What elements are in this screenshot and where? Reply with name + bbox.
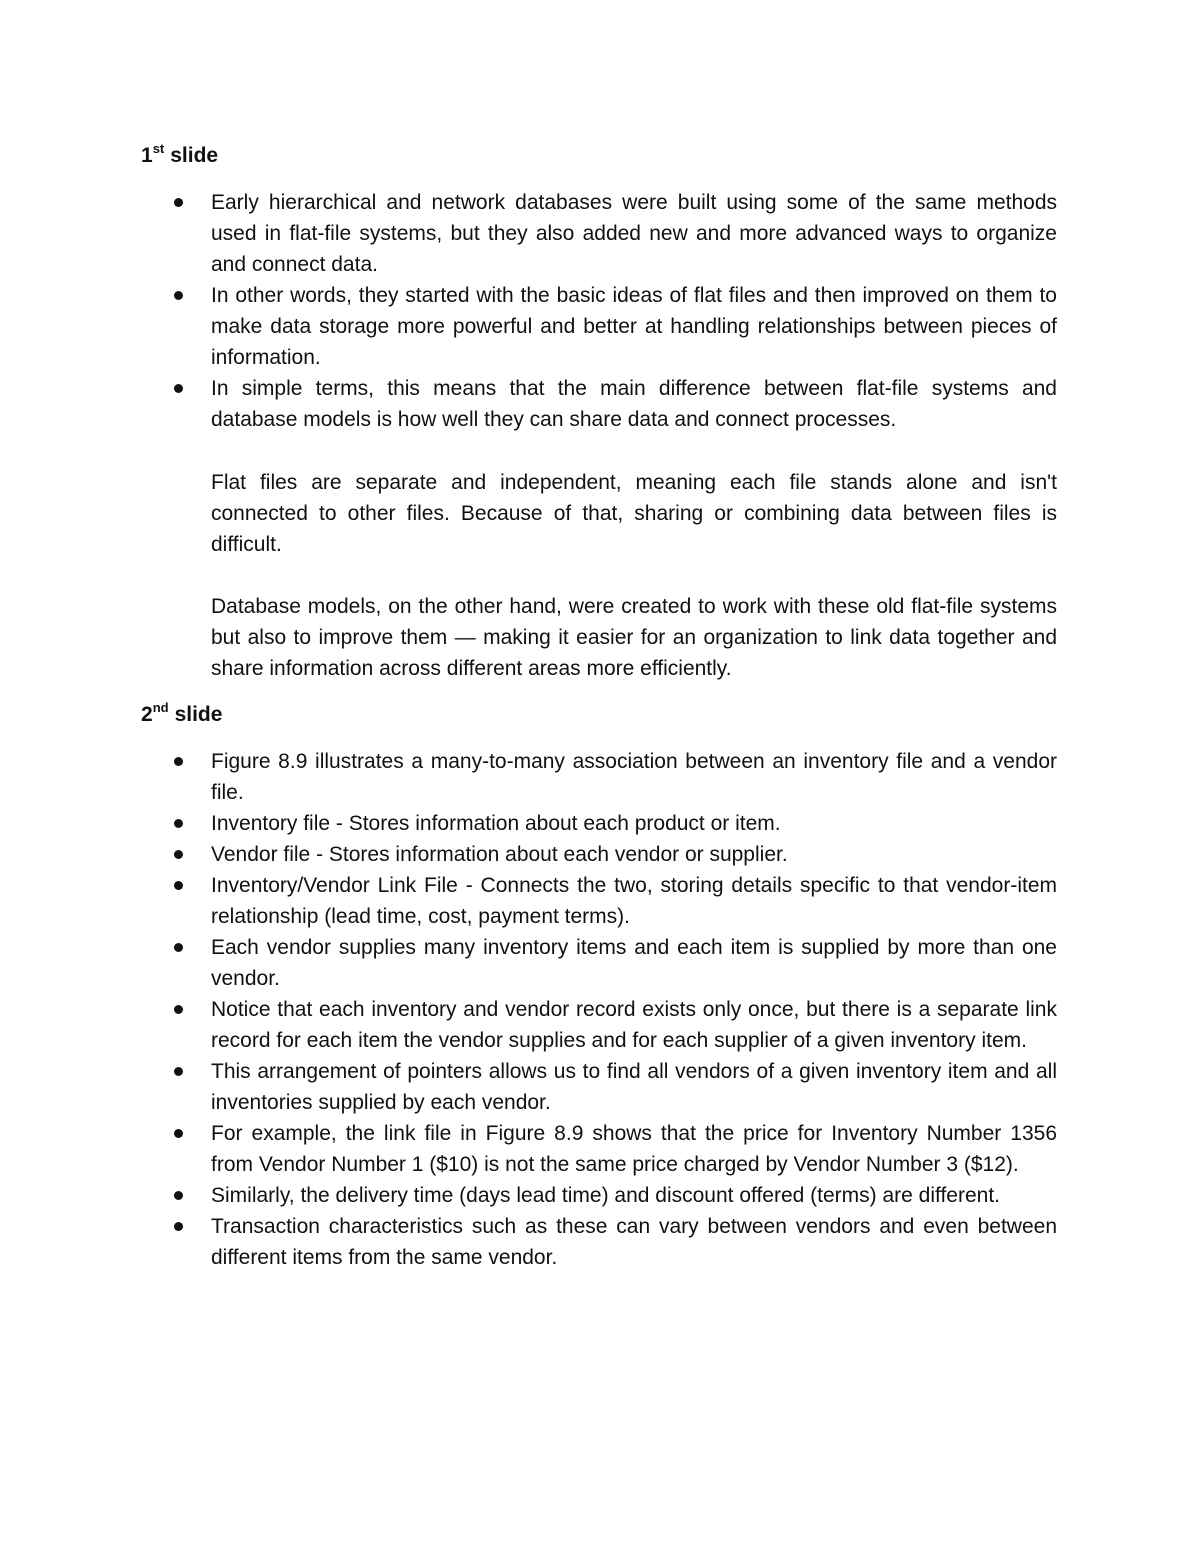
bullet-text: In simple terms, this means that the main difference between flat-file systems and database models is how well they can share data and connect processes. [211,377,1057,431]
slide-2-bullet [211,994,1057,1056]
slide-1-paragraph: Database models, on the other hand, were created to work with these old flat-file systems but also to improve them — making it easier for an organization to link data together and share information across different areas more efficiently. [211,595,1057,680]
bullet-icon [174,384,183,393]
bullet-text: This arrangement of pointers allows us to find all vendors of a given inventory item and all inventories supplied by each vendor. [211,1060,1057,1114]
slide-1-heading [141,141,218,171]
bullet-icon [174,1222,183,1231]
slide-2-bullet [211,870,1057,932]
slide-2-heading [141,700,222,730]
bullet-text: Early hierarchical and network databases were built using some of the same methods used in flat-file systems, but they also added new and more advanced ways to organize and connect data. [211,191,1057,276]
bullet-icon [174,943,183,952]
bullet-icon [174,291,183,300]
slide-1-heading-suffix: st [152,141,165,156]
slide-2-bullet [211,839,1057,870]
bullet-icon [174,1129,183,1138]
bullet-icon [174,1067,183,1076]
slide-2-heading-number: 2 [141,703,153,726]
slide-2-bullet [211,1211,1057,1273]
slide-1-heading-number: 1 [141,144,153,167]
slide-1-bullet [211,373,1057,435]
bullet-text: For example, the link file in Figure 8.9 shows that the price for Inventory Number 1356 from Vendor Number 1 ($10) is not the same price charged by Vendor Number 3 ($12). [211,1122,1057,1176]
slide-2-bullet [211,1180,1057,1211]
slide-2-heading-suffix: nd [152,700,169,715]
slide-1-heading-word: slide [170,144,219,167]
slide-2-bullet [211,932,1057,994]
bullet-icon [174,1005,183,1014]
slide-2-bullet [211,1118,1057,1180]
bullet-text: Transaction characteristics such as these can vary between vendors and even between different items from the same vendor. [211,1215,1057,1269]
slide-1-paragraph: Flat files are separate and independent, meaning each file stands alone and isn't connected to other files. Because of that, sharing or combining data between files is difficult. [211,471,1057,556]
bullet-icon [174,881,183,890]
bullet-icon [174,819,183,828]
slide-2-bullet [211,808,1057,839]
bullet-icon [174,1191,183,1200]
bullet-text: Notice that each inventory and vendor record exists only once, but there is a separate link record for each item the vendor supplies and for each supplier of a given inventory item. [211,998,1057,1052]
bullet-icon [174,198,183,207]
slide-2-heading-word: slide [174,703,223,726]
bullet-text: Inventory file - Stores information about each product or item. [211,812,781,835]
slide-2-bullet [211,746,1057,808]
slide-1-bullet [211,187,1057,280]
bullet-text: Inventory/Vendor Link File - Connects the two, storing details specific to that vendor-item relationship (lead time, cost, payment terms). [211,874,1057,928]
bullet-icon [174,757,183,766]
bullet-text: Figure 8.9 illustrates a many-to-many association between an inventory file and a vendor file. [211,750,1057,804]
slide-1-bullet [211,280,1057,373]
bullet-text: In other words, they started with the basic ideas of flat files and then improved on them to make data storage more powerful and better at handling relationships between pieces of information. [211,284,1057,369]
bullet-icon [174,850,183,859]
bullet-text: Each vendor supplies many inventory items and each item is supplied by more than one vendor. [211,936,1057,990]
bullet-text: Vendor file - Stores information about each vendor or supplier. [211,843,788,866]
slide-1-bullet-list [211,187,1057,435]
slide-2-bullet-list [211,746,1057,1273]
bullet-text: Similarly, the delivery time (days lead time) and discount offered (terms) are different. [211,1184,1000,1207]
slide-2-bullet [211,1056,1057,1118]
